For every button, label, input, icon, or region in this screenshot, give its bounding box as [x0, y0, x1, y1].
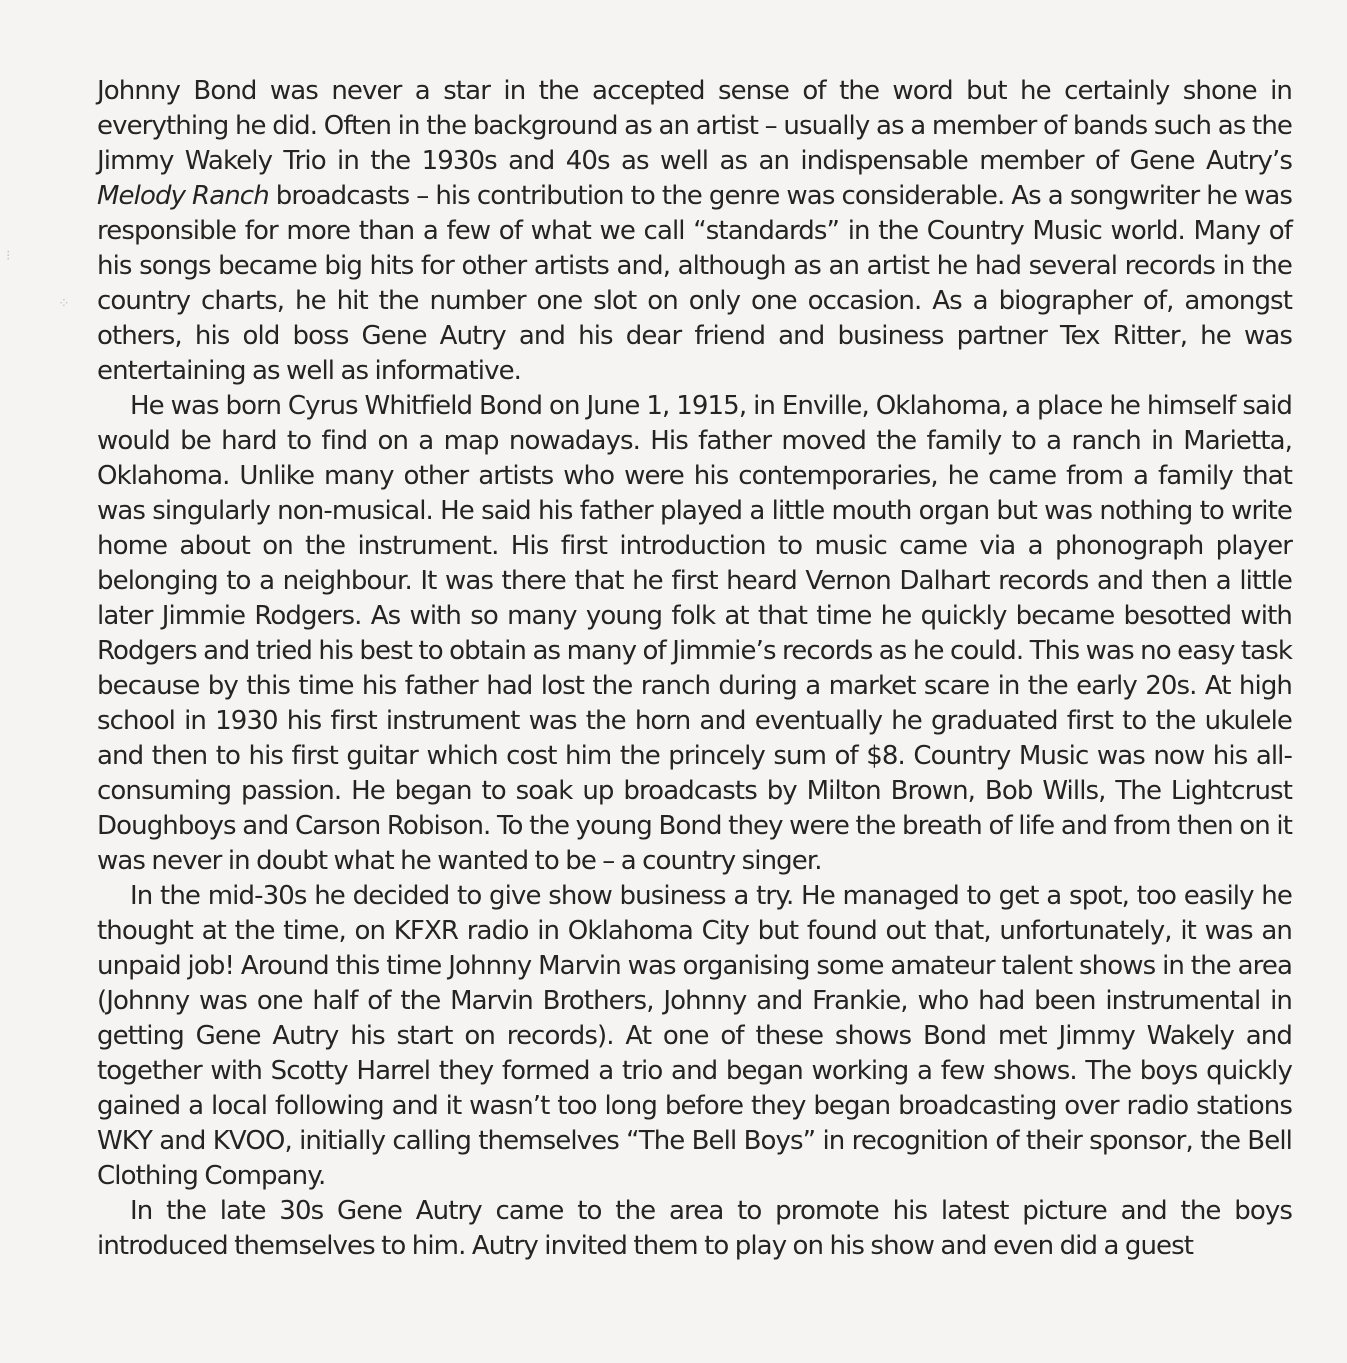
paper-speck: ⁘: [58, 296, 70, 312]
paragraph-2: He was born Cyrus Whitfield Bond on June 1, 1915, in Enville, Oklahoma, a place he himself said would be hard to find on a map nowadays. His father moved the family to a ranch in Marietta, Oklahoma. Unlike many other artists who were his contemporaries, he came from a family that was singularly non-musical. He said his father played a little mouth organ but was nothing to write home about on the instrument. His first introduction to music came via a phonograph player belonging to a neighbour. It was there that he first heard Vernon Dalhart records and then a little later Jimmie Rodgers. As with so many young folk at that time he quickly became besotted with Rodgers and tried his best to obtain as many of Jimmie’s records as he could. This was no easy task because by this time his father had lost the ranch during a market scare in the early 20s. At high school in 1930 his first instrument was the horn and eventually he graduated first to the ukulele and then to his first guitar which cost him the princely sum of $8. Country Music was now his all-consuming passion. He began to soak up broadcasts by Milton Brown, Bob Wills, The Lightcrust Doughboys and Carson Robison. To the young Bond they were the breath of life and from then on it was never in doubt what he wanted to be – a country singer.: [97, 391, 1292, 876]
show-title: Melody Ranch: [97, 181, 269, 211]
article-body: [97, 74, 1292, 1264]
paragraph-1: [97, 74, 1292, 389]
paragraph-4: In the late 30s Gene Autry came to the area to promote his latest picture and the boys introduced themselves to him. Autry invited them to play on his show and even did a guest: [97, 1196, 1292, 1261]
paragraph-1-text-start: Johnny Bond was never a star in the accepted sense of the word but he certainly shone in everything he did. Often in the background as an artist – usually as a member of bands such as the Jimmy Wakely Trio in the 1930s and 40s as well as an indispensable member of Gene Autry’s: [97, 76, 1292, 176]
paper-speck: ⁝: [6, 248, 11, 264]
paragraph-3: In the mid-30s he decided to give show business a try. He managed to get a spot, too easily he thought at the time, on KFXR radio in Oklahoma City but found out that, unfortunately, it was an unpaid job! Around this time Johnny Marvin was organising some amateur talent shows in the area (Johnny was one half of the Marvin Brothers, Johnny and Frankie, who had been instrumental in getting Gene Autry his start on records). At one of these shows Bond met Jimmy Wakely and together with Scotty Harrel they formed a trio and began working a few shows. The boys quickly gained a local following and it wasn’t too long before they began broadcasting over radio stations WKY and KVOO, initially calling themselves “The Bell Boys” in recognition of their sponsor, the Bell Clothing Company.: [97, 881, 1292, 1191]
paragraph-1-text-end: broadcasts – his contribution to the genre was considerable. As a songwriter he was responsible for more than a few of what we call “standards” in the Country Music world. Many of his songs became big hits for other artists and, although as an artist he had several records in the country charts, he hit the number one slot on only one occasion. As a biographer of, amongst others, his old boss Gene Autry and his dear friend and business partner Tex Ritter, he was entertaining as well as informative.: [97, 181, 1292, 386]
